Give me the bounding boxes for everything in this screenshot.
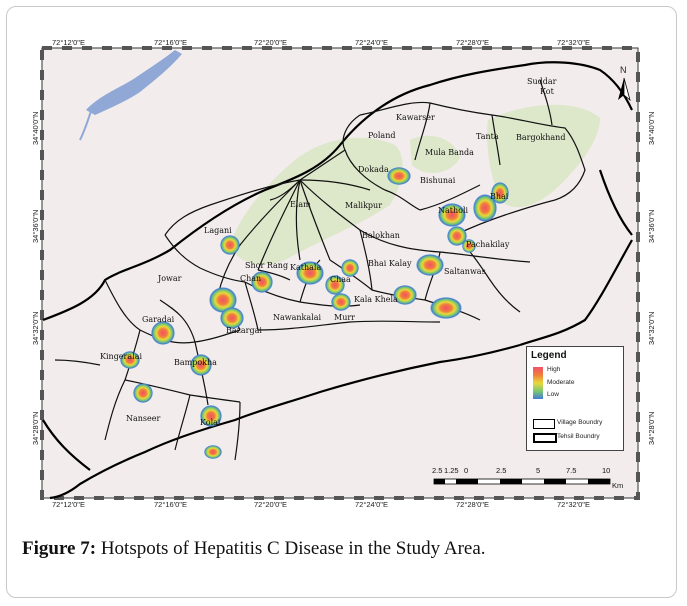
village-label: Bargokhand xyxy=(516,133,566,142)
lat-left-1: 34°36'0"N xyxy=(31,209,40,243)
village-label: Balokhan xyxy=(362,231,400,240)
scale-tick: 10 xyxy=(602,466,611,475)
village-label: Bishunai xyxy=(420,176,456,185)
village-label: Nawankalai xyxy=(273,313,322,322)
village-label: Dokada xyxy=(358,165,389,174)
lat-left-0: 34°40'0"N xyxy=(31,111,40,145)
caption-text: Hotspots of Hepatitis C Disease in the Study Area. xyxy=(100,538,486,559)
village-label: Kawarser xyxy=(396,113,435,122)
village-label: Murr xyxy=(334,313,355,322)
lon-top-5: 72°32'0"E xyxy=(557,38,590,47)
lon-bottom-5: 72°32'0"E xyxy=(557,500,590,509)
scale-tick: 2.5 xyxy=(496,466,507,475)
scale-unit: Km xyxy=(612,481,624,490)
village-label: Elam xyxy=(290,200,311,209)
village-label: Lagani xyxy=(204,226,232,235)
village-boundary-swatch xyxy=(533,419,555,429)
lat-right-2: 34°32'0"N xyxy=(647,311,656,345)
lon-bottom-2: 72°20'0"E xyxy=(254,500,287,509)
figure-caption xyxy=(22,538,486,560)
village-label: Bhai Kalay xyxy=(368,259,412,268)
map-legend xyxy=(526,346,624,451)
lon-top-0: 72°12'0"E xyxy=(52,38,85,47)
village-label: Bhai xyxy=(490,192,509,201)
lon-top-3: 72°24'0"E xyxy=(355,38,388,47)
lat-left-3: 34°28'0"N xyxy=(31,411,40,445)
caption-label: Figure 7: xyxy=(22,538,97,559)
lat-right-3: 34°28'0"N xyxy=(647,411,656,445)
lon-bottom-4: 72°28'0"E xyxy=(456,500,489,509)
legend-village-boundary: Village Boundry xyxy=(557,419,603,426)
scale-tick: 0 xyxy=(464,466,469,475)
scale-tick: 1.25 xyxy=(444,466,459,475)
village-label: Shor Rang xyxy=(245,261,289,270)
lat-left-2: 34°32'0"N xyxy=(31,311,40,345)
village-label: Saltanwas xyxy=(444,267,486,276)
village-label: Bampokha xyxy=(174,358,217,367)
village-label: Jowar xyxy=(158,274,182,283)
legend-moderate: Moderate xyxy=(547,379,575,386)
lon-top-4: 72°28'0"E xyxy=(456,38,489,47)
village-label: Natholi xyxy=(438,206,469,215)
village-label: Chaa xyxy=(330,275,351,284)
village-label: Garadai xyxy=(142,315,175,324)
village-label: Kingeralai xyxy=(100,352,143,361)
lat-right-0: 34°40'0"N xyxy=(647,111,656,145)
scale-tick: 5 xyxy=(536,466,541,475)
village-label: Nanseer xyxy=(126,414,161,423)
scale-bar xyxy=(434,479,610,484)
village-label: Suddar xyxy=(527,77,557,86)
village-label: Kala Khela xyxy=(354,295,398,304)
village-label: Kathala xyxy=(290,263,322,272)
village-label: Malikpur xyxy=(345,201,383,210)
village-label: Mula Banda xyxy=(425,148,474,157)
village-label: Bazargai xyxy=(226,326,262,335)
lon-bottom-0: 72°12'0"E xyxy=(52,500,85,509)
scale-tick: 7.5 xyxy=(566,466,577,475)
village-label: Kolai xyxy=(200,418,221,427)
village-label: Kot xyxy=(540,87,554,96)
hotspot-color-ramp xyxy=(533,367,543,399)
legend-tehsil-boundary: Tehsil Boundry xyxy=(557,433,600,440)
legend-title: Legend xyxy=(531,350,567,361)
lon-top-1: 72°16'0"E xyxy=(154,38,187,47)
legend-low: Low xyxy=(547,391,559,398)
village-label: Chan xyxy=(240,274,262,283)
village-label: Tanta xyxy=(476,132,499,141)
tehsil-boundary-swatch xyxy=(533,433,557,443)
village-label: Pachakilay xyxy=(466,240,510,249)
lon-bottom-1: 72°16'0"E xyxy=(154,500,187,509)
lon-top-2: 72°20'0"E xyxy=(254,38,287,47)
legend-high: High xyxy=(547,366,561,373)
lat-right-1: 34°36'0"N xyxy=(647,209,656,243)
lon-bottom-3: 72°24'0"E xyxy=(355,500,388,509)
north-label: N xyxy=(620,65,627,75)
scale-tick: 2.5 xyxy=(432,466,443,475)
village-label: Poland xyxy=(368,131,396,140)
